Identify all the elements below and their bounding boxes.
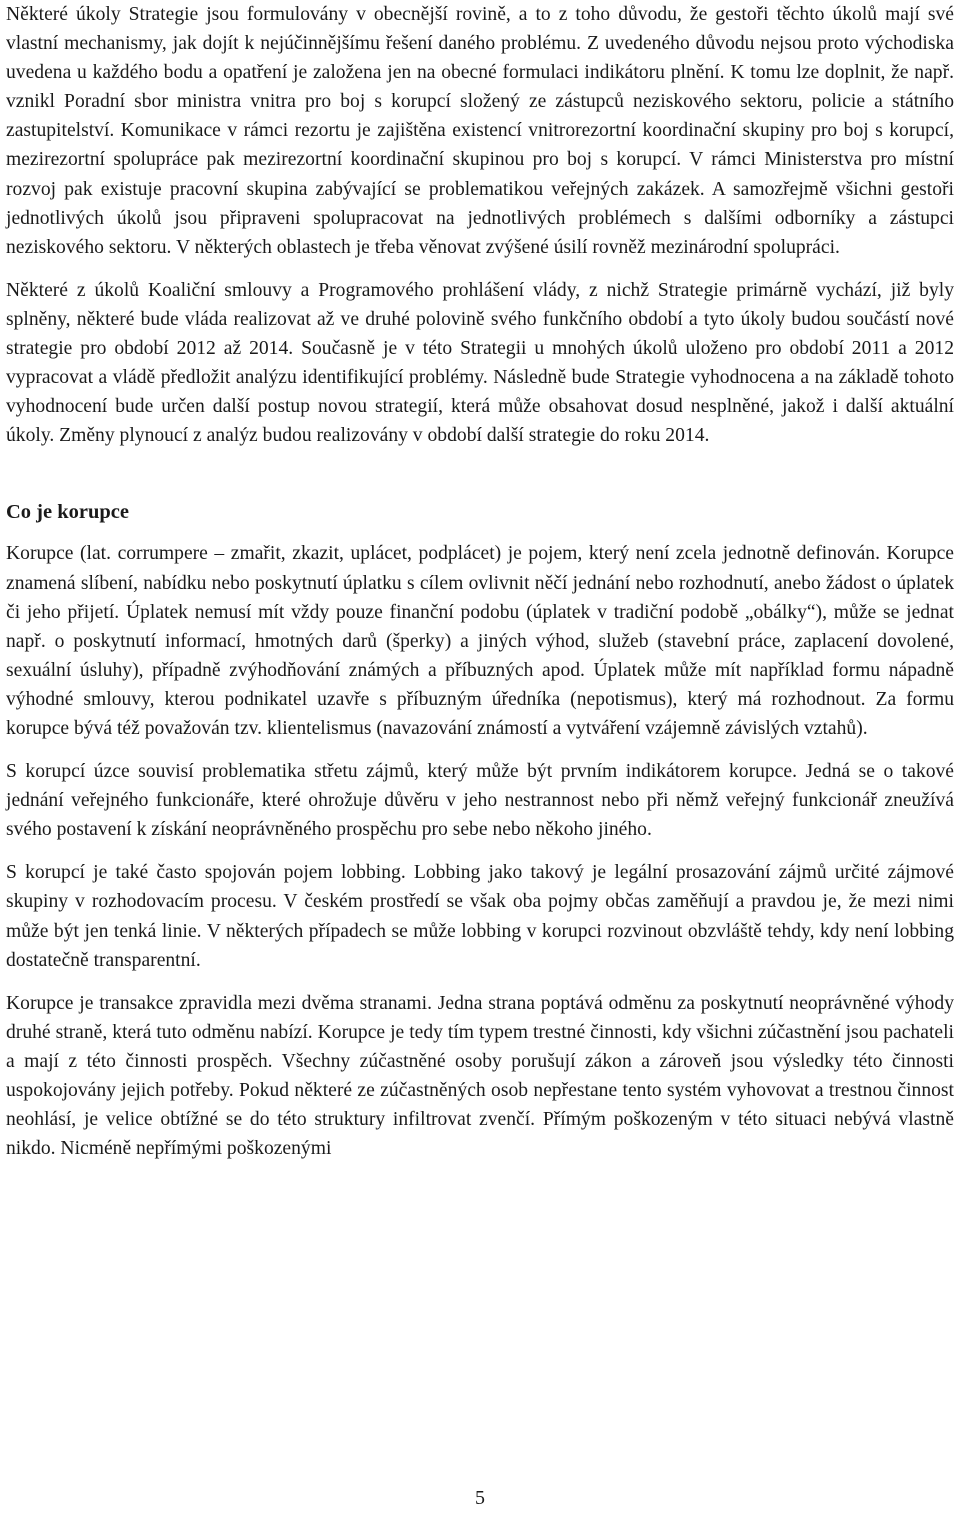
section-heading-corruption: Co je korupce: [6, 501, 129, 524]
document-page: [6, 0, 954, 1163]
paragraph-lobbying: S korupcí je také často spojován pojem lobbing. Lobbing jako takový je legální prosazování zájmů určité zájmové skupiny v rozhodovacím procesu. V českém prostředí se však oba pojmy občas zaměňují a pravdou je, že mezi nimi může být jen tenká linie. V některých případech se může lobbing v korupci rozvinout obzvláště tehdy, kdy není lobbing dostatečně transparentní.: [6, 862, 954, 971]
paragraph-coalition-agreement: Některé z úkolů Koaliční smlouvy a Programového prohlášení vlády, z nichž Strategie primárně vychází, již byly splněny, některé bude vláda realizovat až ve druhé polovině svého funkčního období a tyto úkoly budou součástí nové strategie pro období 2012 až 2014. Současně je v této Strategii u mnohých úkolů uloženo pro období 2011 a 2012 vypracovat a vládě předložit analýzu identifikující problémy. Následně bude Strategie vyhodnocena a na základě tohoto vyhodnocení bude určen další postup novou strategií, která může obsahovat dosud nesplněné, jakož i další aktuální úkoly. Změny plynoucí z analýz budou realizovány v období další strategie do roku 2014.: [6, 279, 954, 447]
paragraph-corruption-transaction: Korupce je transakce zpravidla mezi dvěma stranami. Jedna strana poptává odměnu za poskytnutí neoprávněné výhody druhé straně, která tuto odměnu nabízí. Korupce je tedy tím typem trestné činnosti, kdy všichni zúčastnění jsou pachateli a mají z této činnosti prospěch. Všechny zúčastněné osoby porušují zákon a zároveň jsou výsledky této činnosti uspokojovány jejich potřeby. Pokud některé ze zúčastněných osob nepřestane tento systém vyhovovat a trestnou činnost neohlásí, je velice obtížné se do této struktury infiltrovat zvenčí. Přímým poškozeným v této situaci nebývá vlastně nikdo. Nicméně nepřímými poškozenými: [6, 992, 954, 1160]
paragraph-conflict-of-interest: S korupcí úzce souvisí problematika střetu zájmů, který může být prvním indikátorem korupce. Jedná se o takové jednání veřejného funkcionáře, které ohrožuje důvěru v jeho nestrannost nebo při němž veřejný funkcionář zneužívá svého postavení k získání neoprávněného prospěchu pro sebe nebo někoho jiného.: [6, 761, 954, 841]
page-number: 5: [475, 1487, 485, 1509]
paragraph-corruption-definition: Korupce (lat. corrumpere – zmařit, zkazit, uplácet, podplácet) je pojem, který není zcela jednotně definován. Korupce znamená slíbení, nabídku nebo poskytnutí úplatku s cílem ovlivnit něčí jednání nebo rozhodnutí, anebo žádost o úplatek či jeho přijetí. Úplatek nemusí mít vždy pouze finanční podobu (úplatek v tradiční podobě „obálky“), může se jednat např. o poskytnutí informací, hmotných darů (šperky) a jiných výhod, služeb (stavební práce, zaplacení dovolené, sexuální úsluhy), případně zvýhodňování známých a příbuzných apod. Úplatek může mít například formu nápadně výhodné smlouvy, kterou podnikatel uzavře s příbuzným úředníka (nepotismus), který má rozhodnout. Za formu korupce bývá též považován tzv. klientelismus (navazování známostí a vytváření vzájemně závislých vztahů).: [6, 543, 954, 739]
paragraph-strategy-tasks: Některé úkoly Strategie jsou formulovány v obecnější rovině, a to z toho důvodu, že gestoři těchto úkolů mají své vlastní mechanismy, jak dojít k nejúčinnějšímu řešení daného problému. Z uvedeného důvodu nejsou proto východiska uvedena u každého bodu a opatření je založena jen na obecné formulaci indikátoru plnění. K tomu lze doplnit, že např. vznikl Poradní sbor ministra vnitra pro boj s korupcí složený ze zástupců neziskového sektoru, policie a státního zastupitelství. Komunikace v rámci rezortu je zajištěna existencí vnitrorezortní koordinační skupiny pro boj s korupcí, mezirezortní spolupráce pak mezirezortní koordinační skupinou pro boj s korupcí. V rámci Ministerstva pro místní rozvoj pak existuje pracovní skupina zabývající se problematikou veřejných zakázek. A samozřejmě všichni gestoři jednotlivých úkolů jsou připraveni spolupracovat na jednotlivých problémech s dalšími odborníky a zástupci neziskového sektoru. V některých oblastech je třeba věnovat zvýšené úsilí rovněž mezinárodní spolupráci.: [6, 4, 954, 258]
